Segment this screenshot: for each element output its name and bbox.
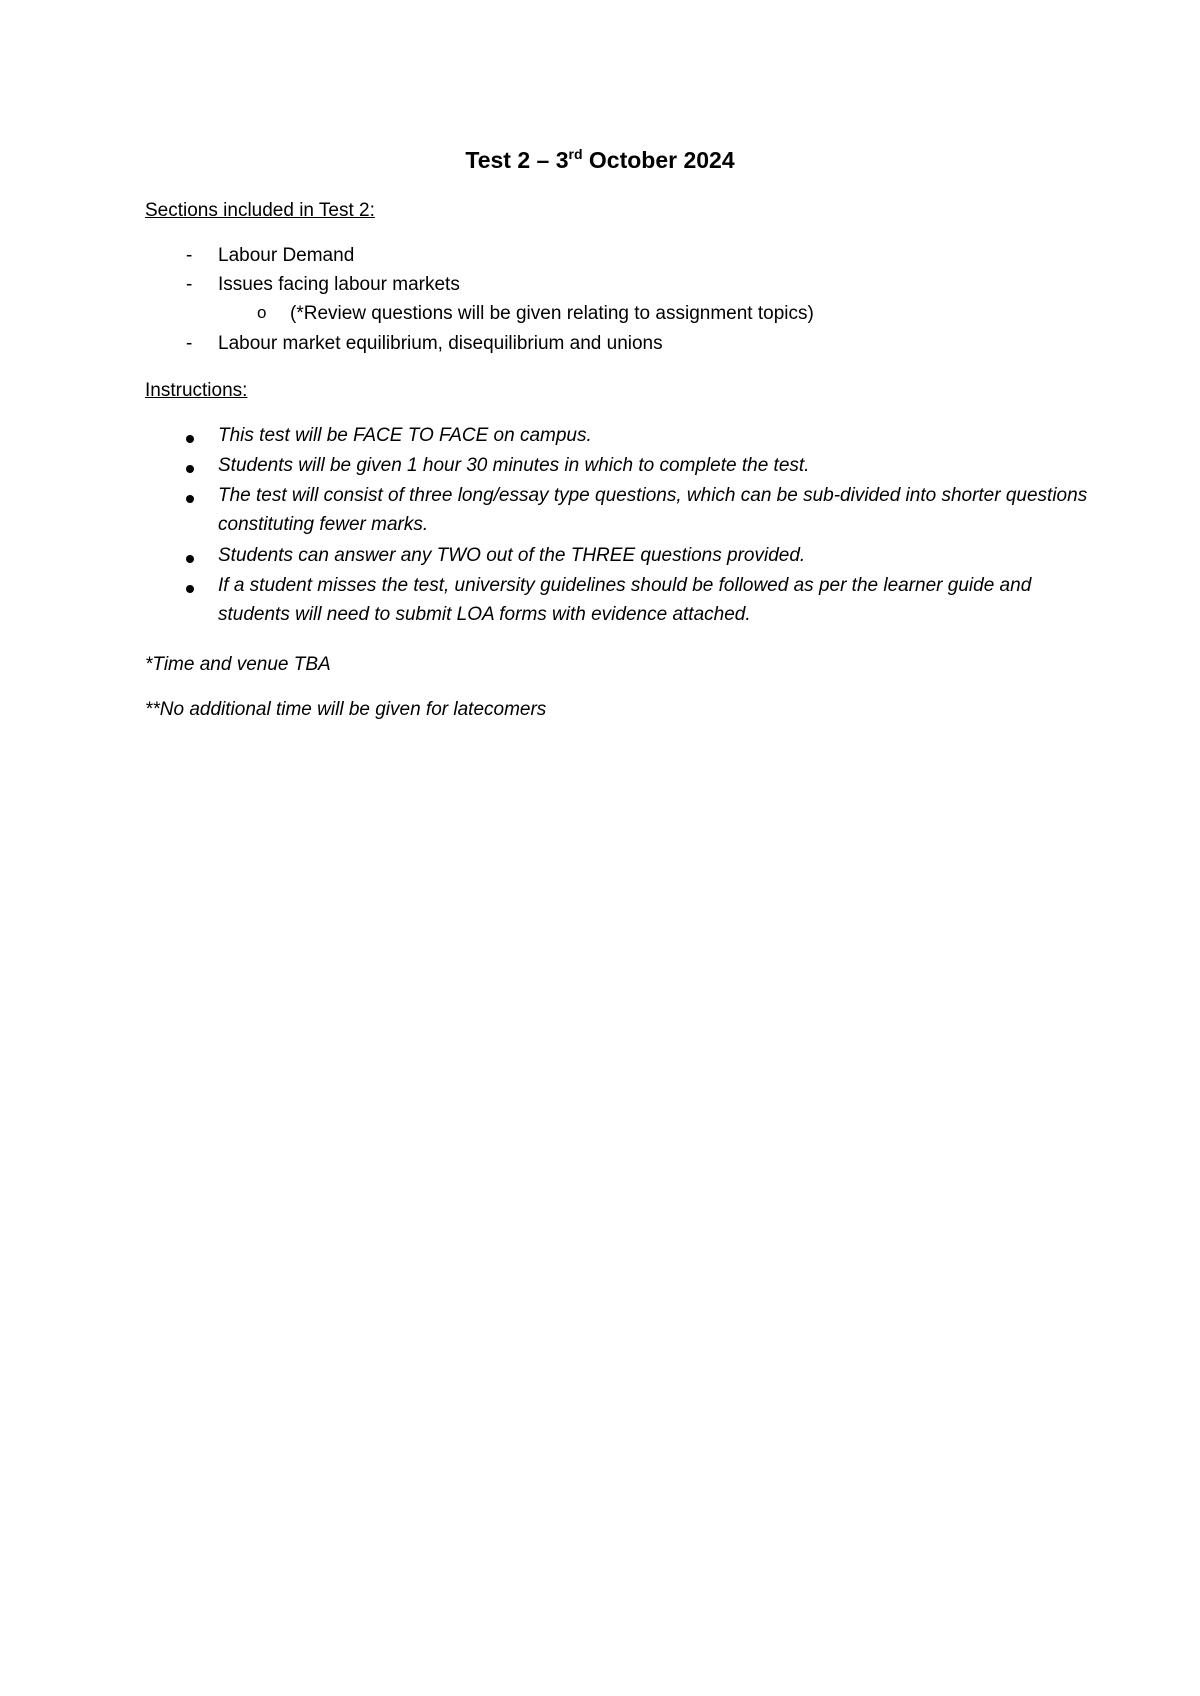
section-sub-item-label: (*Review questions will be given relating to assignment topics) [290, 303, 814, 324]
instructions-heading: Instructions: [145, 380, 248, 401]
instruction-text: If a student misses the test, university guidelines should be followed as per the learner guide and students will need to submit LOA forms with evidence attached. [218, 575, 1032, 625]
page-title [0, 147, 1200, 174]
title-suffix: October 2024 [582, 147, 735, 173]
bullet-icon [186, 435, 194, 443]
note-latecomers: **No additional time will be given for latecomers [145, 699, 547, 720]
note-time-venue: *Time and venue TBA [145, 654, 331, 675]
title-prefix: Test 2 – 3 [465, 147, 569, 173]
bullet-icon [186, 585, 194, 593]
section-item-label: Labour Demand [218, 245, 355, 266]
title-superscript: rd [568, 146, 583, 162]
instruction-text: Students will be given 1 hour 30 minutes in which to complete the test. [218, 455, 810, 476]
bullet-icon [186, 465, 194, 473]
bullet-icon [186, 555, 194, 563]
instruction-text: This test will be FACE TO FACE on campus. [218, 425, 592, 446]
sections-heading: Sections included in Test 2: [145, 200, 375, 221]
bullet-icon [186, 495, 194, 503]
dash-marker: - [186, 245, 193, 266]
instruction-text: Students can answer any TWO out of the THREE questions provided. [218, 545, 806, 566]
circle-marker: o [257, 303, 267, 322]
dash-marker: - [186, 333, 193, 354]
section-item-label: Labour market equilibrium, disequilibrium and unions [218, 333, 663, 354]
instruction-text: The test will consist of three long/essay type questions, which can be sub-divided into shorter questions constituting fewer marks. [218, 485, 1088, 535]
section-item-label: Issues facing labour markets [218, 274, 460, 295]
dash-marker: - [186, 274, 193, 295]
